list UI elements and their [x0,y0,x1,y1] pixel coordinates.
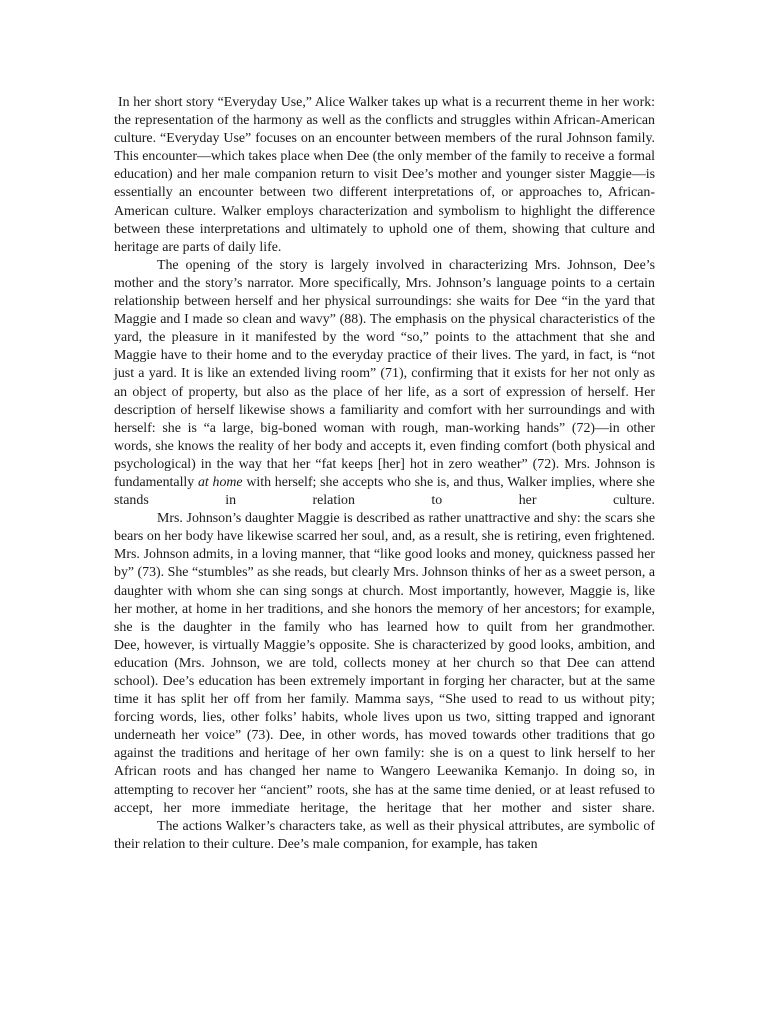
paragraph-intro: In her short story “Everyday Use,” Alice Walker takes up what is a recurrent theme in her work: the representation of the harmony as well as the conflicts and struggles within African-American culture. “Everyday Use” focuses on an encounter between members of the rural Johnson family. This encounter—which takes place when Dee (the only member of the family to receive a formal education) and her male companion return to visit Dee’s mother and younger sister Maggie—is essentially an encounter between two different interpretations of, or approaches to, African-American culture. Walker employs characterization and symbolism to highlight the difference between these interpretations and ultimately to uphold one of them, showing that culture and heritage are parts of daily life. [114,95,655,255]
essay-body [114,94,655,854]
paragraph-dee: Dee, however, is virtually Maggie’s opposite. She is characterized by good looks, ambition, and education (Mrs. Johnson, we are told, collects money at her church so that Dee can attend school). Dee’s education has been extremely important in forging her character, but at the same time it has split her off from her family. Mamma says, “She used to read to us without pity; forcing words, lies, other folks’ habits, whole lives upon us two, sitting trapped and ignorant underneath her voice” (73). Dee, in other words, has moved towards other traditions that go against the traditions and heritage of her own family: she is on a quest to link herself to her African roots and has changed her name to Wangero Leewanika Kemanjo. In doing so, in attempting to recover her “ancient” roots, she has at the same time denied, or at least refused to accept, her more immediate heritage, the heritage that her mother and sister share. [114,637,655,816]
paragraph-symbolism: The actions Walker’s characters take, as well as their physical attributes, are symbolic of their relation to their culture. Dee’s male companion, for example, has taken [114,818,655,852]
paragraph-mrs-johnson-text: The opening of the story is largely involved in characterizing Mrs. Johnson, Dee’s mother and the story’s narrator. More specifically, Mrs. Johnson’s language points to a certain relationship between herself and her physical surroundings: she waits for Dee “in the yard that Maggie and I made so clean and wavy” (88). The emphasis on the physical characteristics of the yard, the pleasure in it manifested by the word “so,” points to the attachment that she and Maggie have to their home and to the everyday practice of their lives. The yard, in fact, is “not just a yard. It is like an extended living room” (71), confirming that it exists for her not only as an object of property, but also as the place of her life, as a sort of expression of herself. Her description of herself likewise shows a familiarity and comfort with her surroundings and with herself: she is “a large, big-boned woman with rough, man-working hands” (72)—in other words, she knows the reality of her body and accepts it, even finding comfort (both physical and psychological) in the way that her “fat keeps [her] hot in zero weather” (72). Mrs. Johnson is fundamentally [114,257,655,490]
paragraph-mrs-johnson [114,257,655,510]
paragraph-mrs-johnson-end: with herself; she accepts who she is, and thus, Walker implies, where she stands in relation to her culture. [114,474,655,509]
paragraph-maggie: Mrs. Johnson’s daughter Maggie is described as rather unattractive and shy: the scars she bears on her body have likewise scarred her soul, and, as a result, she is retiring, even frightened. Mrs. Johnson admits, in a loving manner, that “like good looks and money, quickness passed her by” (73). She “stumbles” as she reads, but clearly Mrs. Johnson thinks of her as a sweet person, a daughter with whom she can sing songs at church. Most importantly, however, Maggie is, like her mother, at home in her traditions, and she honors the memory of her ancestors; for example, she is the daughter in the family who has learned how to quilt from her grandmother. [114,511,655,635]
emphasis-at-home: at home [197,474,243,490]
